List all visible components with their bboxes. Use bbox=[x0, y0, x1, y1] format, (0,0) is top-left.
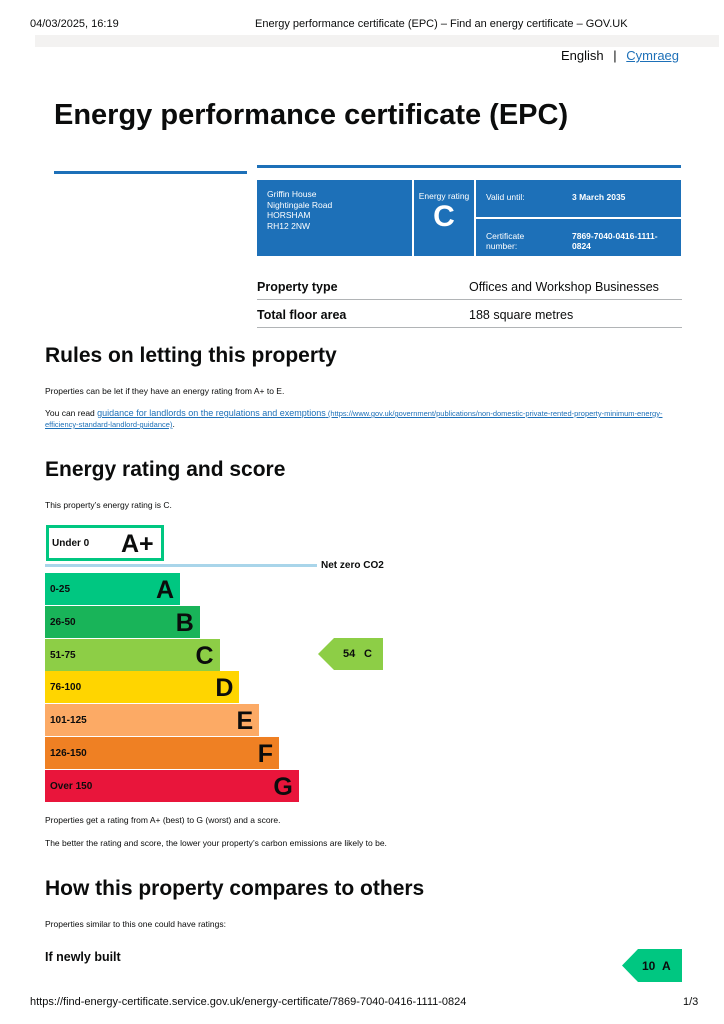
newly-built-score: 10 bbox=[642, 959, 656, 973]
newly-built-letter: A bbox=[662, 959, 671, 973]
floor-area-row bbox=[257, 300, 682, 328]
net-zero-label: Net zero CO2 bbox=[321, 560, 384, 571]
print-footer-page: 1/3 bbox=[683, 996, 699, 1008]
rules-para-2-suffix: . bbox=[172, 419, 175, 429]
top-grey-bar bbox=[35, 35, 719, 47]
rating-band-letter: D bbox=[215, 674, 234, 703]
print-footer-url: https://find-energy-certificate.service.gov.uk/energy-certificate/7869-7040-0416-1111-0824 bbox=[30, 996, 467, 1008]
valid-until-cell bbox=[476, 180, 681, 217]
rating-note-1: Properties get a rating from A+ (best) to G (worst) and a score. bbox=[45, 815, 281, 825]
current-score: 54 bbox=[343, 648, 356, 660]
valid-until-label: Valid until: bbox=[486, 192, 525, 202]
rating-note-2: The better the rating and score, the lower your property’s carbon emissions are likely to be. bbox=[45, 838, 387, 848]
rating-band-d bbox=[45, 671, 239, 703]
language-separator: | bbox=[613, 48, 617, 63]
rating-band-range: 101-125 bbox=[50, 715, 87, 727]
rules-para-1: Properties can be let if they have an energy rating from A+ to E. bbox=[45, 386, 285, 396]
print-title: Energy performance certificate (EPC) – Find an energy certificate – GOV.UK bbox=[255, 18, 628, 30]
rating-band-letter: C bbox=[195, 641, 214, 670]
rating-band-range: Over 150 bbox=[50, 780, 93, 792]
rating-band-e bbox=[45, 704, 259, 736]
compare-heading: How this property compares to others bbox=[45, 877, 425, 900]
net-zero-line bbox=[45, 564, 317, 567]
compare-intro: Properties similar to this one could have ratings: bbox=[45, 919, 226, 929]
address-line: Griffin House bbox=[267, 189, 317, 199]
landlord-guidance-link-text: guidance for landlords on the regulations and exemptions bbox=[97, 408, 326, 418]
certificate-number: 0824 bbox=[572, 241, 591, 251]
rating-band-range: 26-50 bbox=[50, 616, 76, 628]
aplus-band bbox=[46, 525, 164, 561]
energy-heading: Energy rating and score bbox=[45, 458, 286, 481]
rating-band-g bbox=[45, 770, 299, 802]
rating-band-range: 126-150 bbox=[50, 748, 87, 759]
aplus-letter: A+ bbox=[121, 530, 154, 558]
page-title: Energy performance certificate (EPC) bbox=[54, 99, 569, 131]
certificate-number: 7869-7040-0416-1111- bbox=[572, 231, 658, 241]
language-switcher bbox=[561, 48, 679, 63]
rating-band-letter: G bbox=[273, 772, 293, 801]
property-type-key: Property type bbox=[257, 280, 338, 294]
energy-rating-letter: C bbox=[433, 200, 455, 233]
property-type-row bbox=[257, 272, 682, 300]
rating-band-a bbox=[45, 573, 180, 605]
rating-band-letter: F bbox=[257, 740, 273, 768]
rules-para-2 bbox=[45, 408, 675, 430]
address-line: RH12 2NW bbox=[267, 220, 310, 231]
newly-built-arrow bbox=[622, 949, 682, 982]
right-blue-rule bbox=[257, 165, 681, 168]
left-blue-rule bbox=[54, 171, 247, 174]
rating-band-range: 51-75 bbox=[50, 649, 76, 661]
address-line: HORSHAM bbox=[267, 210, 311, 220]
address-cell bbox=[257, 180, 412, 256]
property-type-value: Offices and Workshop Businesses bbox=[469, 280, 659, 294]
floor-area-key: Total floor area bbox=[257, 308, 347, 322]
address-line: Nightingale Road bbox=[267, 199, 333, 210]
rating-band-letter: A bbox=[155, 576, 174, 604]
current-rating-arrow bbox=[318, 638, 383, 670]
rating-band-letter: E bbox=[236, 707, 254, 736]
rules-para-2-prefix: You can read bbox=[45, 408, 98, 418]
rating-band-f bbox=[45, 737, 279, 769]
aplus-range: Under 0 bbox=[52, 538, 90, 549]
landlord-guidance-url-cont: efficiency-standard-landlord-guidance) bbox=[45, 420, 173, 429]
energy-intro: This property’s energy rating is C. bbox=[45, 500, 172, 510]
current-letter: C bbox=[364, 648, 372, 660]
certificate-number-label: Certificate bbox=[486, 231, 525, 241]
rating-band-letter: B bbox=[175, 608, 194, 637]
landlord-guidance-link[interactable] bbox=[45, 408, 662, 429]
certificate-number-label: number: bbox=[486, 241, 518, 251]
rules-heading: Rules on letting this property bbox=[45, 344, 337, 367]
language-cymraeg-link[interactable]: Cymraeg bbox=[626, 48, 680, 63]
energy-rating-label: Energy rating bbox=[418, 191, 470, 201]
rating-band-range: 76-100 bbox=[50, 682, 82, 694]
rating-band-b bbox=[45, 606, 200, 638]
print-datetime: 04/03/2025, 16:19 bbox=[30, 18, 119, 30]
certificate-number-cell bbox=[476, 219, 681, 256]
newly-built-label: If newly built bbox=[45, 950, 121, 964]
rating-band-c bbox=[45, 639, 220, 671]
rating-band-range: 0-25 bbox=[50, 584, 71, 595]
floor-area-value: 188 square metres bbox=[469, 308, 574, 322]
landlord-guidance-url: (https://www.gov.uk/government/publications/non-domestic-private-rented-property-minimum-energy- bbox=[325, 409, 663, 418]
valid-until-date: 3 March 2035 bbox=[572, 192, 626, 202]
language-english: English bbox=[561, 48, 604, 63]
energy-rating-cell bbox=[414, 180, 474, 256]
